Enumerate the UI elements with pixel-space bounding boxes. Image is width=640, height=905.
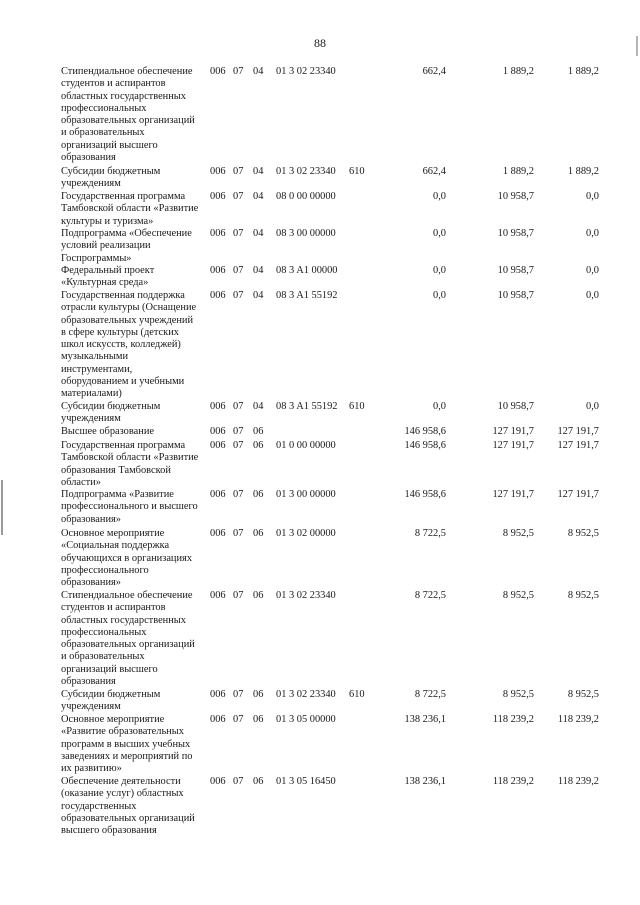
cell-amount-2: 127 191,7: [492, 426, 534, 437]
row-name: Государственная программа Тамбовской области «Развитие культуры и туризма»: [61, 191, 199, 227]
cell-csr: 08 3 00 00000: [276, 228, 336, 239]
row-name: Основное мероприятие «Развитие образовательных программ в высших учебных заведениях и мероприятий по их развитию»: [61, 714, 193, 775]
row-name: Субсидии бюджетным учреждениям: [61, 166, 161, 190]
cell-csr: 01 3 02 23340: [276, 66, 336, 77]
cell-amount-1: 0,0: [433, 401, 446, 412]
row-name: Высшее образование: [61, 426, 154, 437]
cell-amount-3: 127 191,7: [557, 440, 599, 451]
cell-amount-2: 10 958,7: [497, 290, 534, 301]
cell-rz: 07: [233, 776, 244, 787]
cell-amount-3: 0,0: [586, 228, 599, 239]
cell-amount-2: 127 191,7: [492, 489, 534, 500]
cell-rz: 07: [233, 228, 244, 239]
row-name: Государственная поддержка отрасли культуры (Оснащение образовательных учреждений в сфере культуры (детских школ искусств, колледжей) музыкальными инструментами, оборудованием и учебными материалами): [61, 290, 197, 400]
cell-pr: 06: [253, 528, 264, 539]
cell-amount-2: 10 958,7: [497, 191, 534, 202]
cell-csr: 01 0 00 00000: [276, 440, 336, 451]
cell-rz: 07: [233, 166, 244, 177]
cell-amount-3: 8 952,5: [567, 528, 599, 539]
cell-amount-2: 118 239,2: [492, 714, 534, 725]
cell-amount-2: 1 889,2: [502, 66, 534, 77]
cell-amount-2: 10 958,7: [497, 401, 534, 412]
cell-amount-1: 0,0: [433, 265, 446, 276]
cell-ved: 006: [210, 191, 226, 202]
cell-amount-3: 127 191,7: [557, 426, 599, 437]
cell-csr: 08 3 A1 55192: [276, 401, 338, 412]
row-name: Подпрограмма «Обеспечение условий реализации Госпрограммы»: [61, 228, 192, 264]
cell-amount-3: 0,0: [586, 401, 599, 412]
cell-rz: 07: [233, 401, 244, 412]
cell-vr: 610: [349, 166, 365, 177]
cell-rz: 07: [233, 66, 244, 77]
cell-pr: 06: [253, 590, 264, 601]
cell-ved: 006: [210, 290, 226, 301]
cell-amount-2: 1 889,2: [502, 166, 534, 177]
cell-vr: 610: [349, 401, 365, 412]
cell-amount-3: 0,0: [586, 191, 599, 202]
cell-amount-3: 118 239,2: [557, 714, 599, 725]
cell-amount-2: 8 952,5: [502, 689, 534, 700]
cell-rz: 07: [233, 714, 244, 725]
cell-vr: 610: [349, 689, 365, 700]
cell-pr: 04: [253, 166, 264, 177]
cell-csr: 01 3 02 23340: [276, 166, 336, 177]
cell-pr: 06: [253, 776, 264, 787]
cell-rz: 07: [233, 689, 244, 700]
cell-csr: 08 3 A1 55192: [276, 290, 338, 301]
cell-pr: 06: [253, 489, 264, 500]
cell-ved: 006: [210, 489, 226, 500]
cell-ved: 006: [210, 776, 226, 787]
cell-csr: 08 0 00 00000: [276, 191, 336, 202]
cell-amount-1: 0,0: [433, 191, 446, 202]
cell-amount-1: 146 958,6: [404, 489, 446, 500]
cell-amount-2: 8 952,5: [502, 590, 534, 601]
cell-amount-2: 127 191,7: [492, 440, 534, 451]
cell-ved: 006: [210, 426, 226, 437]
cell-csr: 01 3 05 00000: [276, 714, 336, 725]
scan-edge-mark: [636, 36, 638, 56]
cell-csr: 01 3 02 23340: [276, 590, 336, 601]
cell-csr: 08 3 A1 00000: [276, 265, 338, 276]
cell-amount-2: 118 239,2: [492, 776, 534, 787]
cell-ved: 006: [210, 714, 226, 725]
cell-amount-3: 118 239,2: [557, 776, 599, 787]
cell-csr: 01 3 05 16450: [276, 776, 336, 787]
cell-amount-3: 127 191,7: [557, 489, 599, 500]
cell-csr: 01 3 02 23340: [276, 689, 336, 700]
cell-amount-3: 8 952,5: [567, 689, 599, 700]
cell-pr: 04: [253, 191, 264, 202]
cell-amount-3: 8 952,5: [567, 590, 599, 601]
cell-rz: 07: [233, 440, 244, 451]
cell-ved: 006: [210, 66, 226, 77]
row-name: Федеральный проект «Культурная среда»: [61, 265, 155, 289]
cell-amount-2: 10 958,7: [497, 228, 534, 239]
cell-amount-2: 10 958,7: [497, 265, 534, 276]
cell-rz: 07: [233, 265, 244, 276]
row-name: Субсидии бюджетным учреждениям: [61, 689, 161, 713]
cell-csr: 01 3 00 00000: [276, 489, 336, 500]
cell-ved: 006: [210, 590, 226, 601]
cell-pr: 06: [253, 440, 264, 451]
cell-amount-1: 146 958,6: [404, 426, 446, 437]
cell-amount-3: 0,0: [586, 265, 599, 276]
cell-amount-1: 138 236,1: [404, 714, 446, 725]
cell-rz: 07: [233, 426, 244, 437]
page-number: 88: [314, 36, 326, 50]
cell-ved: 006: [210, 166, 226, 177]
cell-rz: 07: [233, 590, 244, 601]
cell-amount-1: 0,0: [433, 290, 446, 301]
cell-ved: 006: [210, 265, 226, 276]
cell-rz: 07: [233, 290, 244, 301]
cell-amount-1: 662,4: [422, 166, 446, 177]
cell-amount-1: 662,4: [422, 66, 446, 77]
cell-amount-1: 0,0: [433, 228, 446, 239]
cell-ved: 006: [210, 440, 226, 451]
row-name: Обеспечение деятельности (оказание услуг) областных государственных образовательных организаций высшего образования: [61, 776, 195, 837]
row-name: Подпрограмма «Развитие профессионального и высшего образования»: [61, 489, 198, 525]
cell-pr: 04: [253, 401, 264, 412]
cell-amount-1: 146 958,6: [404, 440, 446, 451]
row-name: Субсидии бюджетным учреждениям: [61, 401, 161, 425]
cell-pr: 06: [253, 689, 264, 700]
cell-rz: 07: [233, 489, 244, 500]
cell-pr: 04: [253, 228, 264, 239]
cell-csr: 01 3 02 00000: [276, 528, 336, 539]
cell-ved: 006: [210, 228, 226, 239]
cell-amount-3: 1 889,2: [567, 66, 599, 77]
row-name: Стипендиальное обеспечение студентов и аспирантов областных государственных профессиональных образовательных организаций и образовательных организаций высшего образования: [61, 66, 195, 164]
row-name: Государственная программа Тамбовской области «Развитие образования Тамбовской области»: [61, 440, 199, 488]
cell-pr: 06: [253, 714, 264, 725]
cell-amount-3: 1 889,2: [567, 166, 599, 177]
cell-rz: 07: [233, 191, 244, 202]
cell-ved: 006: [210, 528, 226, 539]
row-name: Основное мероприятие «Социальная поддержка обучающихся в организациях профессионального образования»: [61, 528, 193, 589]
cell-amount-2: 8 952,5: [502, 528, 534, 539]
scan-edge-mark: [1, 480, 3, 535]
cell-amount-1: 138 236,1: [404, 776, 446, 787]
row-name: Стипендиальное обеспечение студентов и аспирантов областных государственных профессиональных образовательных организаций и образовательных организаций высшего образования: [61, 590, 195, 688]
cell-amount-1: 8 722,5: [414, 528, 446, 539]
cell-pr: 04: [253, 66, 264, 77]
cell-pr: 04: [253, 265, 264, 276]
cell-pr: 04: [253, 290, 264, 301]
cell-ved: 006: [210, 689, 226, 700]
cell-amount-1: 8 722,5: [414, 689, 446, 700]
cell-ved: 006: [210, 401, 226, 412]
cell-pr: 06: [253, 426, 264, 437]
cell-amount-3: 0,0: [586, 290, 599, 301]
cell-amount-1: 8 722,5: [414, 590, 446, 601]
cell-rz: 07: [233, 528, 244, 539]
